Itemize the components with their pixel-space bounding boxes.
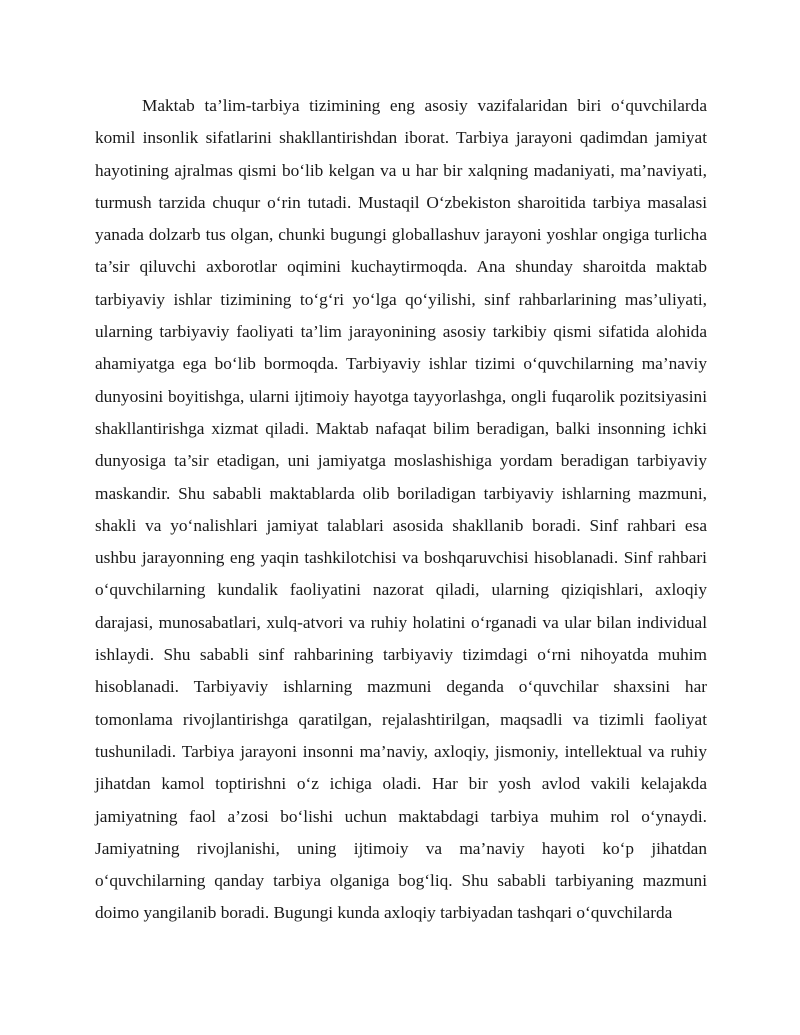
- body-paragraph: Maktab ta’lim-tarbiya tizimining eng asosiy vazifalaridan biri o‘quvchilarda komil insonlik sifatlarini shakllantirishdan iborat. Tarbiya jarayoni qadimdan jamiyat hayotining ajralmas qismi bo‘lib kelgan va u har bir xalqning madaniyati, ma’naviyati, turmush tarzida chuqur o‘rin tutadi. Mustaqil O‘zbekiston sharoitida tarbiya masalasi yanada dolzarb tus olgan, chunki bugungi globallashuv jarayoni yoshlar ongiga turlicha ta’sir qiluvchi axborotlar oqimini kuchaytirmoqda. Ana shunday sharoitda maktab tarbiyaviy ishlar tizimining to‘g‘ri yo‘lga qo‘yilishi, sinf rahbarlarining mas’uliyati, ularning tarbiyaviy faoliyati ta’lim jarayonining asosiy tarkibiy qismi sifatida alohida ahamiyatga ega bo‘lib bormoqda. Tarbiyaviy ishlar tizimi o‘quvchilarning ma’naviy dunyosini boyitishga, ularni ijtimoiy hayotga tayyorlashga, ongli fuqarolik pozitsiyasini shakllantirishga xizmat qiladi. Maktab nafaqat bilim beradigan, balki insonning ichki dunyosiga ta’sir etadigan, uni jamiyatga moslashishiga yordam beradigan tarbiyaviy maskandir. Shu sababli maktablarda olib boriladigan tarbiyaviy ishlarning mazmuni, shakli va yo‘nalishlari jamiyat talablari asosida shakllanib boradi. Sinf rahbari esa ushbu jarayonning eng yaqin tashkilotchisi va boshqaruvchisi hisoblanadi. Sinf rahbari o‘quvchilarning kundalik faoliyatini nazorat qiladi, ularning qiziqishlari, axloqiy darajasi, munosabatlari, xulq-atvori va ruhiy holatini o‘rganadi va ular bilan individual ishlaydi. Shu sababli sinf rahbarining tarbiyaviy tizimdagi o‘rni nihoyatda muhim hisoblanadi. Tarbiyaviy ishlarning mazmuni deganda o‘quvchilar shaxsini har tomonlama rivojlantirishga qaratilgan, rejalashtirilgan, maqsadli va tizimli faoliyat tushuniladi. Tarbiya jarayoni insonni ma’naviy, axloqiy, jismoniy, intellektual va ruhiy jihatdan kamol toptirishni o‘z ichiga oladi. Har bir yosh avlod vakili kelajakda jamiyatning faol a’zosi bo‘lishi uchun maktabdagi tarbiya muhim rol o‘ynaydi. Jamiyatning rivojlanishi, uning ijtimoiy va ma’naviy hayoti ko‘p jihatdan o‘quvchilarning qanday tarbiya olganiga bog‘liq. Shu sababli tarbiyaning mazmuni doimo yangilanib boradi. Bugungi kunda axloqiy tarbiyadan tashqari o‘quvchilarda: [95, 96, 707, 923]
